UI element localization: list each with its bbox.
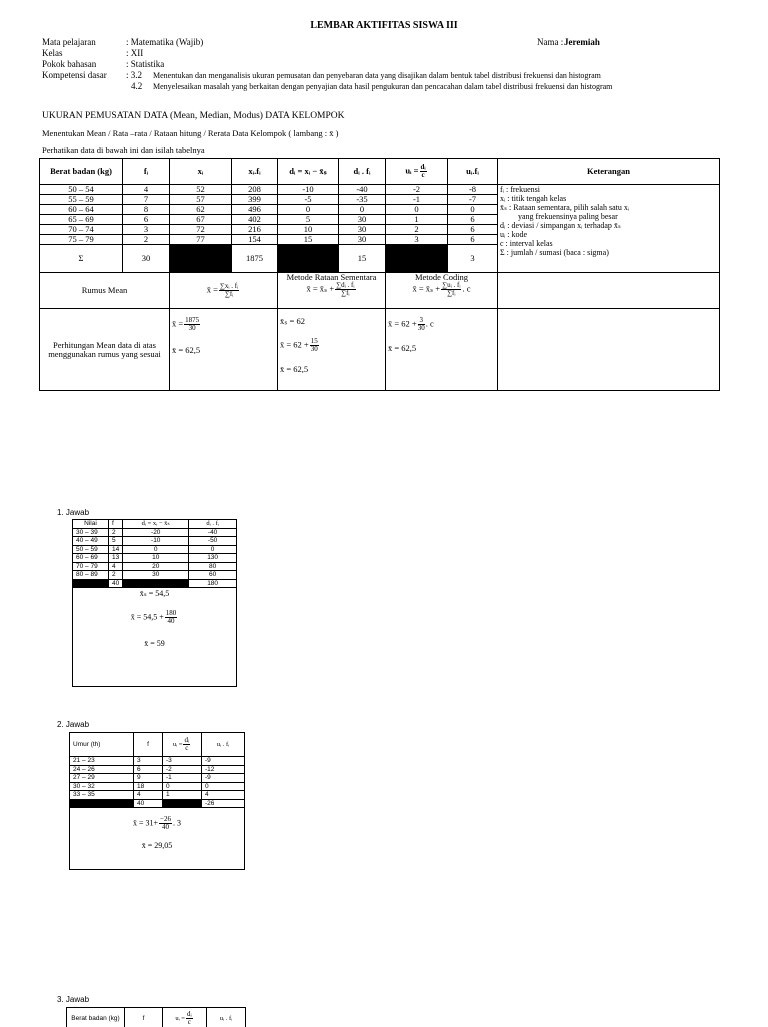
cell: 3 [123, 225, 170, 235]
header-cell: Berat badan (kg) [67, 1008, 125, 1027]
cell: 60 – 69 [73, 554, 109, 563]
sum-f: 40 [109, 579, 123, 588]
cell: 65 – 69 [40, 215, 123, 225]
cell: 30 [339, 235, 386, 245]
table-row [70, 791, 245, 800]
cell: 0 [202, 782, 245, 791]
cell: -9 [202, 757, 245, 766]
cell: 154 [232, 235, 278, 245]
meta-block [0, 37, 768, 97]
keterangan-line: dᵢ : deviasi / simpangan xᵢ terhadap x̄ₛ [500, 221, 717, 230]
keterangan-line: uᵢ : kode [500, 230, 717, 239]
header-ui [386, 159, 448, 185]
formula-fraction [441, 282, 461, 297]
blank-cell [70, 799, 134, 808]
keterangan-line: c : interval kelas [500, 239, 717, 248]
cell: -9 [202, 774, 245, 783]
cell: 4 [123, 185, 170, 195]
table-row [73, 571, 237, 580]
table-row [73, 528, 237, 537]
header-cell: f [125, 1008, 163, 1027]
cell: 30 [123, 571, 189, 580]
header-berat: Berat badan (kg) [40, 159, 123, 185]
calc-text: x̄ = [172, 318, 183, 328]
cell: 57 [170, 195, 232, 205]
header-cell: dᵢ . fᵢ [189, 520, 237, 529]
blank-cell [498, 273, 720, 309]
fraction-den: 30 [310, 346, 319, 353]
calc-result: x̄ = 62,5 [280, 365, 383, 374]
answer-2-line1 [70, 816, 244, 831]
mapel-value: : Matematika (Wajib) [126, 37, 203, 48]
header-cell [163, 733, 202, 757]
cell: 130 [189, 554, 237, 563]
keterangan-line: Σ : jumlah / sumasi (baca : sigma) [500, 248, 717, 257]
rumus-label: Rumus Mean [40, 273, 170, 309]
table-row [73, 562, 237, 571]
header-ui-fraction [420, 164, 427, 179]
calc-fraction [418, 317, 425, 332]
kd2-number: 4.2 [131, 81, 142, 92]
table-row [70, 757, 245, 766]
blank-cell [498, 309, 720, 391]
cell: 24 – 26 [70, 765, 134, 774]
answer-3-box [66, 1007, 246, 1027]
answer-3-table [66, 1007, 246, 1027]
answer-2-header [70, 733, 245, 757]
header-cell: Nilai [73, 520, 109, 529]
cell: -10 [123, 537, 189, 546]
cell: 8 [123, 205, 170, 215]
answer-1-box [72, 519, 237, 687]
keterangan-cell [498, 185, 720, 273]
cell: 6 [448, 225, 498, 235]
cell: 402 [232, 215, 278, 225]
cell: -7 [448, 195, 498, 205]
answer-2-label: 2. Jawab [57, 720, 89, 729]
formula-text: x̄ = x̄ₛ + [412, 283, 440, 293]
header-difi: dᵢ . fᵢ [339, 159, 386, 185]
table-row [70, 774, 245, 783]
cell: 27 – 29 [70, 774, 134, 783]
kompetensi-label: Kompetensi dasar [42, 70, 107, 81]
calc-result: x̄ = 62,5 [172, 346, 275, 355]
blank-cell [123, 579, 189, 588]
cell: 7 [123, 195, 170, 205]
cell: 0 [278, 205, 339, 215]
fraction-num: dᵢ [183, 737, 190, 745]
header-cell: uᵢ . fᵢ [202, 733, 245, 757]
page-title: LEMBAR AKTIFITAS SISWA III [0, 20, 768, 31]
kd1-number: : 3.2 [126, 70, 142, 81]
cell: 30 – 39 [73, 528, 109, 537]
sum-fi: 30 [123, 245, 170, 273]
cell: -40 [339, 185, 386, 195]
header-cell [163, 1008, 207, 1027]
cell: 5 [109, 537, 123, 546]
cell: 6 [448, 215, 498, 225]
cell: -2 [163, 765, 202, 774]
cell: 3 [134, 757, 163, 766]
sum-uifi: 3 [448, 245, 498, 273]
fraction-num: 3 [418, 317, 425, 325]
header-cell: Umur (th) [70, 733, 134, 757]
answer-1-line3: x̄ = 59 [73, 639, 236, 648]
answer-3-header [67, 1008, 246, 1027]
answer-2-line2: x̄ = 29,05 [70, 841, 244, 850]
cell: -35 [339, 195, 386, 205]
cell: -40 [189, 528, 237, 537]
table-row [70, 765, 245, 774]
header-uifi: uᵢ.fᵢ [448, 159, 498, 185]
perhitungan-label: Perhitungan Mean data di atas menggunakan rumus yang sesuai [40, 309, 170, 391]
calc-result: x̄ = 62,5 [388, 344, 495, 353]
main-table-header [40, 159, 720, 185]
header-xi: xᵢ [170, 159, 232, 185]
sum-df: 180 [189, 579, 237, 588]
calc-fraction [184, 317, 200, 332]
cell: 6 [123, 215, 170, 225]
fraction-den: ∑fᵢ [335, 290, 355, 297]
cell: 5 [278, 215, 339, 225]
calc-text: x̄ = 62 + [280, 339, 309, 349]
nama-label: Nama : [537, 37, 563, 48]
sum-uf: -26 [202, 799, 245, 808]
answer-1-label: 1. Jawab [57, 508, 89, 517]
cell: 0 [386, 205, 448, 215]
fraction-den: 40 [165, 618, 178, 625]
answer-2-table [69, 732, 245, 808]
pokok-value: : Statistika [126, 59, 164, 70]
keterangan-line: x̄ₛ : Rataan sementara, pilih salah satu xᵢ [500, 203, 717, 212]
fraction-num: dᵢ [186, 1011, 193, 1019]
cell: 15 [278, 235, 339, 245]
cell: 60 – 64 [40, 205, 123, 215]
fraction-den: c [420, 172, 427, 179]
formula-fraction [219, 283, 239, 298]
calc-text: x̄ = 54,5 + [131, 612, 164, 621]
cell: 80 – 89 [73, 571, 109, 580]
cell: 4 [109, 562, 123, 571]
kd1-text: Menentukan dan menganalisis ukuran pemusatan dan penyebaran data yang disajikan dalam bentuk tabel distribusi frekuensi dan histogram [153, 70, 601, 81]
calc-mean [170, 309, 278, 391]
answer-3-label: 3. Jawab [57, 995, 89, 1004]
header-cell: dᵢ = xᵢ − x̄ₛ [123, 520, 189, 529]
calc-fraction [165, 610, 178, 625]
cell: 33 – 35 [70, 791, 134, 800]
cell: -3 [163, 757, 202, 766]
table-row [73, 545, 237, 554]
cell: 77 [170, 235, 232, 245]
cell: 70 – 74 [40, 225, 123, 235]
cell: 50 – 54 [40, 185, 123, 195]
table-row [73, 554, 237, 563]
answer-1-header [73, 520, 237, 529]
rumus-coding [386, 273, 498, 309]
fraction-num: −26 [159, 816, 172, 824]
fraction-den: ∑fᵢ [219, 291, 239, 298]
table-row [73, 537, 237, 546]
cell: 18 [134, 782, 163, 791]
fraction-den: c [183, 745, 190, 752]
header-ui-text: uᵢ = [405, 165, 418, 175]
sum-symbol: Σ [40, 245, 123, 273]
cell: -8 [448, 185, 498, 195]
cell: -5 [278, 195, 339, 205]
cell: 2 [109, 528, 123, 537]
calc-fraction [159, 816, 172, 831]
cell: 40 – 49 [73, 537, 109, 546]
calc-tail: . c [426, 318, 434, 328]
section-instruction: Perhatikan data di bawah ini dan isilah tabelnya [42, 145, 205, 155]
rumus-mean [170, 273, 278, 309]
fraction-num: 15 [310, 338, 319, 346]
fraction-num: ∑dᵢ . fᵢ [335, 282, 355, 290]
formula-text: x̄ = x̄ₛ + [306, 283, 334, 293]
fraction-num: dᵢ [420, 164, 427, 172]
keterangan-line: fᵢ : frekuensi [500, 185, 717, 194]
header-cell: uᵢ . fᵢ [207, 1008, 246, 1027]
cell: 20 [123, 562, 189, 571]
pokok-label: Pokok bahasan [42, 59, 96, 70]
rumus-row [40, 273, 720, 309]
cell: 55 – 59 [40, 195, 123, 205]
cell: -50 [189, 537, 237, 546]
nama-value: Jeremiah [564, 37, 600, 48]
formula-tail: . c [462, 283, 470, 293]
calc-sementara [278, 309, 386, 391]
cell: 6 [448, 235, 498, 245]
section-heading: UKURAN PEMUSATAN DATA (Mean, Median, Modus) DATA KELOMPOK [42, 111, 345, 121]
table-row [70, 782, 245, 791]
cell: 30 – 32 [70, 782, 134, 791]
header-text: uᵢ = [173, 741, 183, 748]
cell: 75 – 79 [40, 235, 123, 245]
cell: -1 [386, 195, 448, 205]
sum-row [73, 579, 237, 588]
fraction-den: 40 [159, 824, 172, 831]
cell: 10 [123, 554, 189, 563]
cell: 1 [163, 791, 202, 800]
fraction-num: 1875 [184, 317, 200, 325]
keterangan-line: yang frekuensinya paling besar [500, 212, 717, 221]
calc-text: x̄ₛ = 62 [280, 317, 383, 326]
fraction-num: ∑xᵢ . fᵢ [219, 283, 239, 291]
cell: 21 – 23 [70, 757, 134, 766]
cell: 399 [232, 195, 278, 205]
formula-text: x̄ = [207, 284, 218, 294]
calc-text: x̄ = 31+ [133, 818, 158, 827]
cell: 52 [170, 185, 232, 195]
perhitungan-row [40, 309, 720, 391]
cell: 496 [232, 205, 278, 215]
cell: -12 [202, 765, 245, 774]
metode-coding-label: Metode Coding [388, 273, 495, 282]
cell: 0 [448, 205, 498, 215]
cell: 30 [339, 215, 386, 225]
rumus-sementara [278, 273, 386, 309]
header-keterangan: Keterangan [498, 159, 720, 185]
cell: 0 [189, 545, 237, 554]
cell: 0 [123, 545, 189, 554]
cell: -10 [278, 185, 339, 195]
cell: 4 [134, 791, 163, 800]
metode-sementara-label: Metode Rataan Sementara [280, 273, 383, 282]
cell: 70 – 79 [73, 562, 109, 571]
blank-cell [278, 245, 339, 273]
mapel-label: Mata pelajaran [42, 37, 96, 48]
cell: 14 [109, 545, 123, 554]
cell: -2 [386, 185, 448, 195]
cell: 13 [109, 554, 123, 563]
fraction-den: 30 [418, 325, 425, 332]
answer-2-box [69, 732, 245, 870]
cell: -1 [163, 774, 202, 783]
cell: 62 [170, 205, 232, 215]
calc-fraction [310, 338, 319, 353]
header-xifi: xᵢ.fᵢ [232, 159, 278, 185]
section-subheading: Menentukan Mean / Rata –rata / Rataan hitung / Rerata Data Kelompok ( lambang : x̄ ) [42, 128, 338, 138]
cell: 6 [134, 765, 163, 774]
cell: 208 [232, 185, 278, 195]
fraction-num: 180 [165, 610, 178, 618]
cell: 216 [232, 225, 278, 235]
cell: 0 [163, 782, 202, 791]
sum-row [70, 799, 245, 808]
sum-f: 40 [134, 799, 163, 808]
main-data-table [39, 158, 720, 391]
calc-tail: . 3 [173, 818, 181, 827]
fraction-den: c [186, 1019, 193, 1026]
formula-fraction [335, 282, 355, 297]
kelas-value: : XII [126, 48, 143, 59]
answer-1-line2 [73, 610, 236, 625]
cell: 0 [339, 205, 386, 215]
table-row [40, 185, 720, 195]
cell: 50 – 59 [73, 545, 109, 554]
cell: 10 [278, 225, 339, 235]
header-cell: f [134, 733, 163, 757]
kelas-label: Kelas [42, 48, 63, 59]
cell: 9 [134, 774, 163, 783]
sum-difi: 15 [339, 245, 386, 273]
cell: 3 [386, 235, 448, 245]
calc-text: x̄ = 62 + [388, 318, 417, 328]
blank-cell [73, 579, 109, 588]
fraction-den: ∑fᵢ [441, 290, 461, 297]
header-di: dᵢ = xᵢ − x̄ₛ [278, 159, 339, 185]
header-cell: f [109, 520, 123, 529]
cell: 80 [189, 562, 237, 571]
fraction-den: 30 [184, 325, 200, 332]
header-fraction [183, 737, 190, 752]
cell: 30 [339, 225, 386, 235]
cell: 1 [386, 215, 448, 225]
cell: 72 [170, 225, 232, 235]
blank-cell [386, 245, 448, 273]
calc-coding [386, 309, 498, 391]
keterangan-line: xᵢ : titik tengah kelas [500, 194, 717, 203]
header-text: uᵢ = [175, 1015, 185, 1022]
cell: 4 [202, 791, 245, 800]
header-fi: fᵢ [123, 159, 170, 185]
answer-1-table [72, 519, 237, 588]
cell: 60 [189, 571, 237, 580]
cell: 2 [109, 571, 123, 580]
cell: 2 [386, 225, 448, 235]
fraction-num: ∑uᵢ . fᵢ [441, 282, 461, 290]
cell: 67 [170, 215, 232, 225]
blank-cell [170, 245, 232, 273]
answer-1-line1: x̄ₛ = 54,5 [73, 589, 236, 598]
kd2-text: Menyelesaikan masalah yang berkaitan dengan penyajian data hasil pengukuran dan pencacahan dalam tabel distribusi frekuensi dan histogram [153, 81, 612, 92]
blank-cell [163, 799, 202, 808]
cell: -20 [123, 528, 189, 537]
sum-xifi: 1875 [232, 245, 278, 273]
cell: 2 [123, 235, 170, 245]
